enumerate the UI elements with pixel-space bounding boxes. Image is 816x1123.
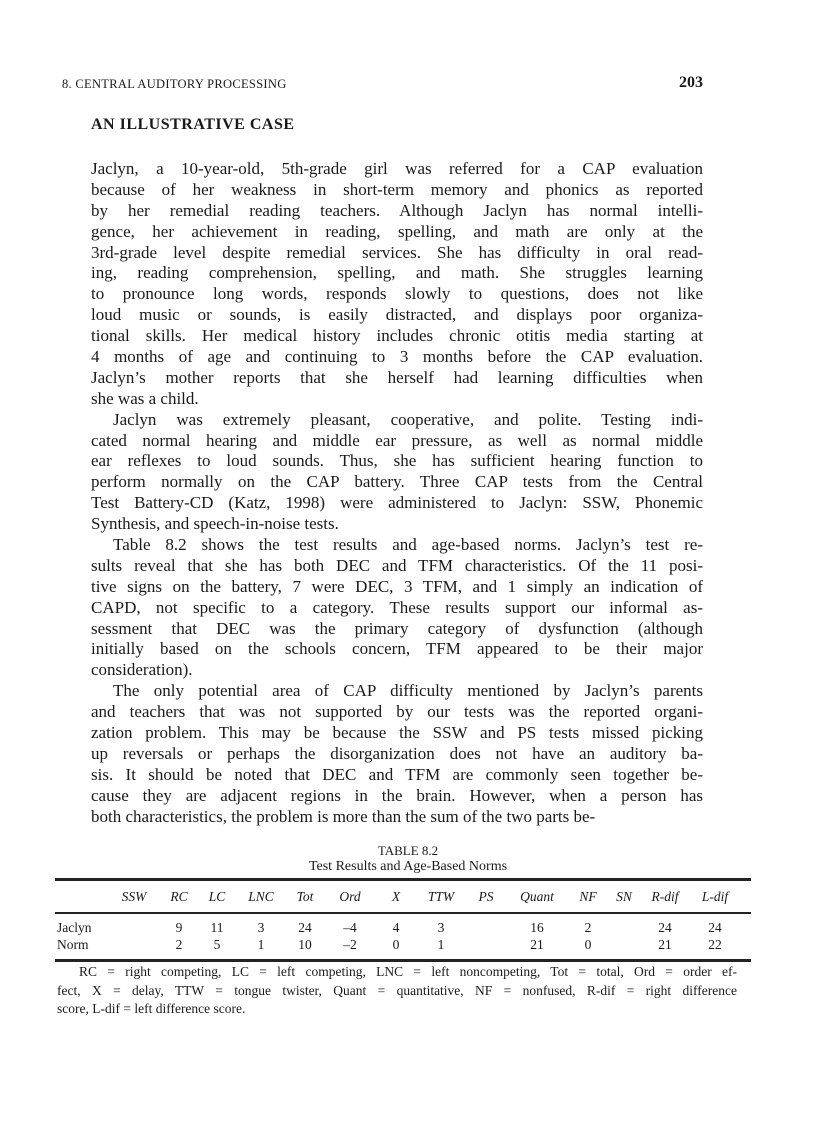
table-cell: 1 bbox=[257, 937, 265, 952]
text-line: to pronounce long words, responds slowly to questions, does not like bbox=[91, 284, 703, 304]
table-cell: 0 bbox=[584, 937, 592, 952]
column-header: Tot bbox=[296, 889, 314, 904]
note-line: RC = right competing, LC = left competing, LNC = left noncompeting, Tot = total, Ord = order ef- bbox=[79, 964, 737, 979]
table-cell: 21 bbox=[530, 937, 544, 952]
column-header: L-dif bbox=[701, 889, 729, 904]
column-header: LNC bbox=[248, 889, 274, 904]
column-header: Ord bbox=[339, 889, 361, 904]
text-line: 4 months of age and continuing to 3 months before the CAP evaluation. bbox=[91, 347, 703, 367]
table-cell: 24 bbox=[658, 920, 672, 935]
table-cell: 24 bbox=[708, 920, 722, 935]
column-header: R-dif bbox=[651, 889, 679, 904]
table-cell: 3 bbox=[257, 920, 265, 935]
column-header: LC bbox=[208, 889, 226, 904]
text-line: Synthesis, and speech-in-noise tests. bbox=[91, 514, 339, 534]
text-line: by her remedial reading teachers. Although Jaclyn has normal intelli- bbox=[91, 200, 703, 220]
note-line: score, L-dif = left difference score. bbox=[57, 1001, 246, 1016]
column-header: Quant bbox=[520, 889, 554, 904]
table-cell: 10 bbox=[298, 937, 312, 952]
note-line: fect, X = delay, TTW = tongue twister, Quant = quantitative, NF = nonfused, R-dif = right difference bbox=[57, 982, 737, 998]
table-cell: 16 bbox=[530, 920, 544, 935]
text-line: sessment that DEC was the primary category of dysfunction (although bbox=[91, 618, 703, 638]
text-line: she was a child. bbox=[91, 388, 199, 408]
table-cell: –4 bbox=[343, 920, 357, 935]
table-top-rule bbox=[55, 878, 751, 881]
row-label: Jaclyn bbox=[57, 920, 92, 935]
table-label: TABLE 8.2 bbox=[377, 843, 439, 858]
text-line: The only potential area of CAP difficulty mentioned by Jaclyn’s parents bbox=[113, 681, 703, 701]
text-line: sults reveal that she has both DEC and TFM characteristics. Of the 11 posi- bbox=[91, 555, 703, 575]
table-note bbox=[57, 963, 737, 1019]
text-line: ing, reading comprehension, spelling, and math. She struggles learning bbox=[91, 263, 703, 283]
text-line: sis. It should be noted that DEC and TFM are commonly seen together be- bbox=[91, 764, 703, 784]
table-cell: 0 bbox=[392, 937, 400, 952]
text-line: Test Battery-CD (Katz, 1998) were administered to Jaclyn: SSW, Phonemic bbox=[91, 493, 703, 513]
table-cell: 1 bbox=[437, 937, 445, 952]
column-header: SN bbox=[616, 889, 632, 904]
table-cell: 22 bbox=[708, 937, 722, 952]
table-cell: 2 bbox=[584, 920, 592, 935]
table-cell: 4 bbox=[392, 920, 400, 935]
running-head: 8. CENTRAL AUDITORY PROCESSING bbox=[62, 77, 287, 91]
table-cell: 2 bbox=[175, 937, 183, 952]
column-header: SSW bbox=[121, 889, 147, 904]
text-line: both characteristics, the problem is more than the sum of the two parts be- bbox=[91, 806, 596, 826]
text-line: Jaclyn was extremely pleasant, cooperative, and polite. Testing indi- bbox=[113, 409, 703, 429]
column-header: RC bbox=[170, 889, 188, 904]
text-line: cause they are adjacent regions in the brain. However, when a person has bbox=[91, 785, 703, 805]
text-line: Table 8.2 shows the test results and age-based norms. Jaclyn’s test re- bbox=[113, 535, 703, 555]
page-number: 203 bbox=[679, 74, 703, 91]
text-line: CAPD, not specific to a category. These results support our informal as- bbox=[91, 597, 703, 617]
column-header: X bbox=[391, 889, 401, 904]
table-cell: 11 bbox=[210, 920, 224, 935]
text-line: and teachers that was not supported by our tests was the reported organi- bbox=[91, 702, 703, 722]
text-line: loud music or sounds, is easily distracted, and displays poor organiza- bbox=[91, 305, 703, 325]
table-cell: 21 bbox=[658, 937, 672, 952]
column-header: NF bbox=[579, 889, 597, 904]
table-cell: 24 bbox=[298, 920, 312, 935]
text-line: consideration). bbox=[91, 660, 193, 680]
text-line: tional skills. Her medical history includes chronic otitis media starting at bbox=[91, 326, 703, 346]
section-title: AN ILLUSTRATIVE CASE bbox=[91, 116, 295, 133]
text-line: up reversals or perhaps the disorganization does not have an auditory ba- bbox=[91, 743, 703, 763]
column-header: TTW bbox=[427, 889, 455, 904]
table-bottom-rule bbox=[55, 959, 751, 962]
table-cell: 9 bbox=[175, 920, 183, 935]
table-cell: –2 bbox=[343, 937, 357, 952]
text-line: Jaclyn’s mother reports that she herself had learning difficulties when bbox=[91, 367, 703, 387]
table-cell: 3 bbox=[437, 920, 445, 935]
text-line: 3rd-grade level despite remedial services. She has difficulty in oral read- bbox=[91, 242, 703, 262]
text-line: because of her weakness in short-term memory and phonics as reported bbox=[91, 179, 703, 199]
text-line: Jaclyn, a 10-year-old, 5th-grade girl was referred for a CAP evaluation bbox=[91, 159, 703, 178]
text-line: zation problem. This may be because the SSW and PS tests missed picking bbox=[91, 723, 703, 743]
row-label: Norm bbox=[57, 937, 89, 952]
body-text bbox=[91, 159, 703, 828]
table-header-rule bbox=[55, 912, 751, 914]
text-line: ear reflexes to loud sounds. Thus, she has sufficient hearing function to bbox=[91, 451, 703, 471]
table-title: Test Results and Age-Based Norms bbox=[308, 859, 508, 874]
table-cell: 5 bbox=[213, 937, 221, 952]
text-line: gence, her achievement in reading, spelling, and math are only at the bbox=[91, 221, 703, 241]
column-header: PS bbox=[478, 889, 494, 904]
text-line: tive signs on the battery, 7 were DEC, 3 TFM, and 1 simply an indication of bbox=[91, 576, 703, 596]
text-line: cated normal hearing and middle ear pressure, as well as normal middle bbox=[91, 430, 703, 450]
text-line: initially based on the schools concern, TFM appeared to be their major bbox=[91, 639, 703, 659]
text-line: perform normally on the CAP battery. Three CAP tests from the Central bbox=[91, 472, 703, 492]
